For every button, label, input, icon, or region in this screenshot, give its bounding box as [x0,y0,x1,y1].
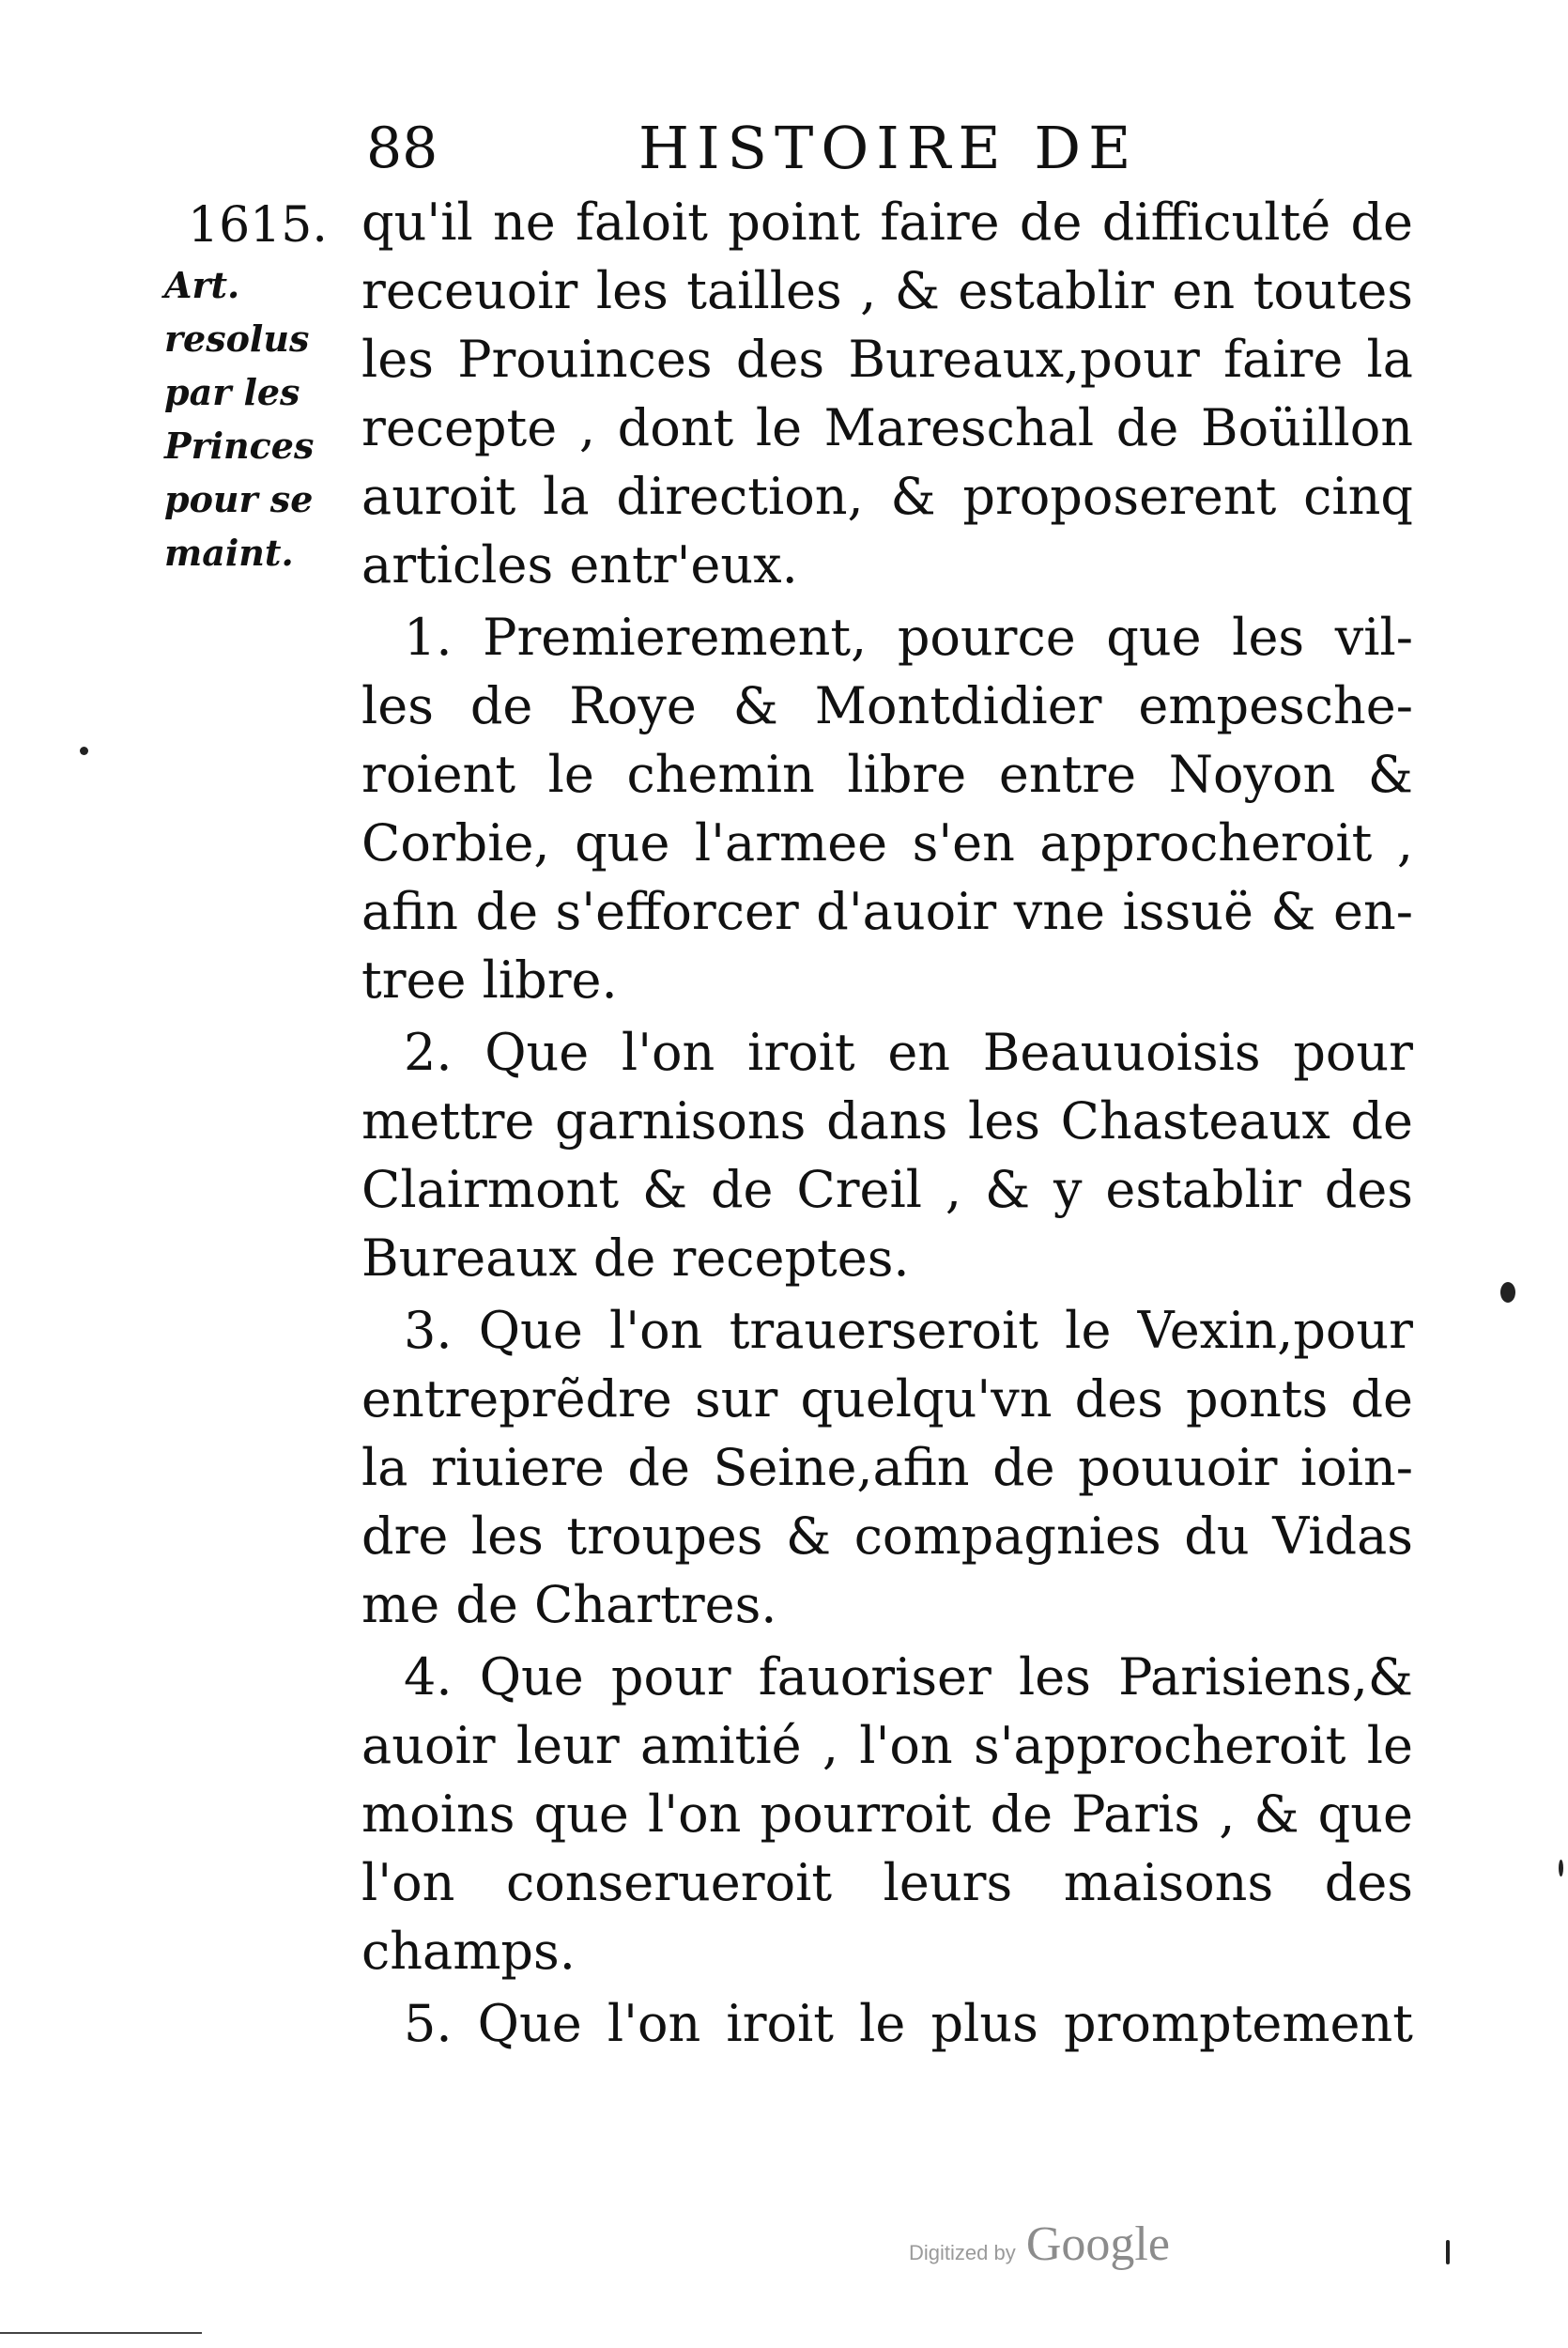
margin-note-line: pour se [164,478,314,520]
text-line: me de Chartres. [361,1575,777,1634]
digitized-watermark [909,2217,1170,2273]
text-line: les de Roye & Montdidier empesche- [361,676,1413,735]
article-1-line: 1. Premierement, pource que les vil- [404,608,1413,667]
margin-note-line: resolus [164,317,310,360]
ink-speck [1559,1860,1563,1877]
text-line: auroit la direction, & proposerent cinq [361,467,1413,526]
text-line: Clairmont & de Creil , & y establir des [361,1160,1413,1219]
text-line: auoir leur amitié , l'on s'approcheroit le [361,1716,1413,1775]
page-number: 88 [366,116,438,181]
watermark-brand: Google [1025,2217,1170,2271]
text-line: afin de s'efforcer d'auoir vne issuë & en- [361,882,1413,941]
text-line: entreprẽdre sur quelqu'vn des ponts de [361,1369,1413,1429]
margin-note-line: maint. [164,532,294,574]
text-line: dre les troupes & compagnies du Vidas [361,1506,1413,1566]
text-line: articles entr'eux. [361,535,798,595]
page-header [366,111,1268,186]
running-title: HISTOIRE DE [638,114,1139,182]
text-line: moins que l'on pourroit de Paris , & que [361,1784,1413,1844]
text-line: la riuiere de Seine,afin de pouuoir ioin- [361,1438,1413,1497]
margin-note-line: Princes [164,425,315,467]
text-line: roient le chemin libre entre Noyon & [361,745,1413,804]
watermark-prefix: Digitized by [909,2241,1016,2264]
text-line: les Prouinces des Bureaux,pour faire la [361,330,1413,389]
margin-year: 1615. [188,197,328,254]
text-line: Bureaux de receptes. [361,1228,910,1288]
text-line: mettre garnisons dans les Chasteaux de [361,1091,1413,1151]
article-2-line: 2. Que l'on iroit en Beauuoisis pour [404,1023,1413,1082]
ink-speck [80,747,88,755]
ink-speck [1500,1282,1515,1303]
margin-note-line: par les [164,371,300,413]
text-line: qu'il ne faloit point faire de difficulté de [361,193,1413,252]
margin-note-line: Art. [164,264,240,306]
text-line: champs. [361,1922,576,1981]
article-5-line: 5. Que l'on iroit le plus promptement [404,1994,1413,2053]
text-line: tree libre. [361,950,618,1010]
article-3-line: 3. Que l'on trauerseroit le Vexin,pour [404,1301,1413,1360]
margin-note [164,258,352,579]
text-line: l'on conserueroit leurs maisons des [361,1853,1413,1912]
article-4-line: 4. Que pour fauoriser les Parisiens,& [404,1647,1413,1707]
text-line: Corbie, que l'armee s'en approcheroit , [361,813,1413,873]
text-line: receuoir les tailles , & establir en toutes [361,261,1413,320]
body-text [361,188,1413,2058]
ink-speck [1446,2240,1450,2264]
scan-edge-rule [0,2332,202,2334]
text-line: recepte , dont le Mareschal de Boüillon [361,398,1413,457]
